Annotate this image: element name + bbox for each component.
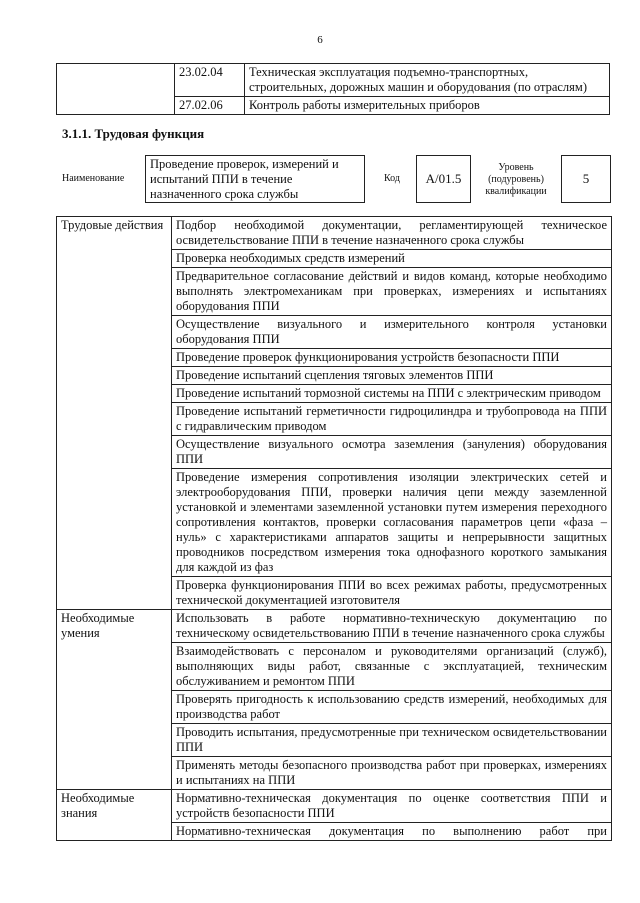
section-heading: Необходимые знания — [57, 790, 172, 841]
level-box: 5 — [561, 155, 611, 203]
name-cell: Техническая эксплуатация подъемно-транспортных, строительных, дорожных машин и оборудования (по отраслям) — [245, 64, 610, 97]
level-label: Уровень (подуровень) квалификации — [485, 162, 547, 197]
list-item: Проверка необходимых средств измерений — [172, 250, 612, 268]
function-details-table — [56, 216, 612, 841]
code-cell: 27.02.06 — [175, 97, 245, 115]
list-item: Нормативно-техническая документация по выполнению работ при — [172, 823, 612, 841]
list-item: Проведение измерения сопротивления изоляции электрических сетей и электрооборудования ППИ, проверки наличия цепи между заземленной установкой и элементами заземленной установки путем измерения переходного сопротивления контактов, проверки согласования параметров цепи «фаза – нуль» с характеристиками аппаратов защиты и непрерывности защитных проводников посредством измерения тока однофазного короткого замыкания для каждой из фаз — [172, 469, 612, 577]
section-heading: Трудовые действия — [57, 217, 172, 610]
page-number: 6 — [317, 34, 323, 46]
name-label: Наименование — [62, 173, 125, 184]
list-item: Взаимодействовать с персоналом и руководителями организаций (служб), выполняющих виды работ, связанные с эксплуатацией, техническим обслуживанием и ремонтом ППИ — [172, 643, 612, 691]
function-code-box: А/01.5 — [416, 155, 471, 203]
section-title: 3.1.1. Трудовая функция — [62, 126, 205, 141]
table-row — [57, 610, 612, 643]
list-item: Подбор необходимой документации, регламентирующей техническое освидетельствование ППИ в течение назначенного срока службы — [172, 217, 612, 250]
list-item: Проведение проверок функционирования устройств безопасности ППИ — [172, 349, 612, 367]
list-item: Осуществление визуального осмотра заземления (зануления) оборудования ППИ — [172, 436, 612, 469]
list-item: Проверять пригодность к использованию средств измерений, необходимых для производства работ — [172, 691, 612, 724]
list-item: Проводить испытания, предусмотренные при техническом освидетельствовании ППИ — [172, 724, 612, 757]
section-heading: Необходимые умения — [57, 610, 172, 790]
table-row — [57, 64, 610, 97]
list-item: Предварительное согласование действий и видов команд, которые необходимо выполнять электромеханикам при проверках, измерениях и испытаниях оборудования ППИ — [172, 268, 612, 316]
list-item: Проверка функционирования ППИ во всех режимах работы, предусмотренных технической документацией изготовителя — [172, 577, 612, 610]
codes-blank-cell — [57, 64, 175, 115]
function-name-box: Проведение проверок, измерений и испытаний ППИ в течение назначенного срока службы — [145, 155, 365, 203]
list-item: Нормативно-техническая документация по оценке соответствия ППИ и устройств безопасности ППИ — [172, 790, 612, 823]
list-item: Применять методы безопасного производства работ при проверках, измерениях и испытаниях на ППИ — [172, 757, 612, 790]
code-cell: 23.02.04 — [175, 64, 245, 97]
name-cell: Контроль работы измерительных приборов — [245, 97, 610, 115]
list-item: Использовать в работе нормативно-техническую документацию по техническому освидетельствованию ППИ в течение назначенного срока службы — [172, 610, 612, 643]
table-row — [57, 217, 612, 250]
list-item: Проведение испытаний сцепления тяговых элементов ППИ — [172, 367, 612, 385]
code-label: Код — [384, 173, 400, 184]
codes-table — [56, 63, 610, 115]
list-item: Осуществление визуального и измерительного контроля установки оборудования ППИ — [172, 316, 612, 349]
list-item: Проведение испытаний герметичности гидроцилиндра и трубопровода на ППИ с гидравлическим приводом — [172, 403, 612, 436]
list-item: Проведение испытаний тормозной системы на ППИ с электрическим приводом — [172, 385, 612, 403]
table-row — [57, 790, 612, 823]
